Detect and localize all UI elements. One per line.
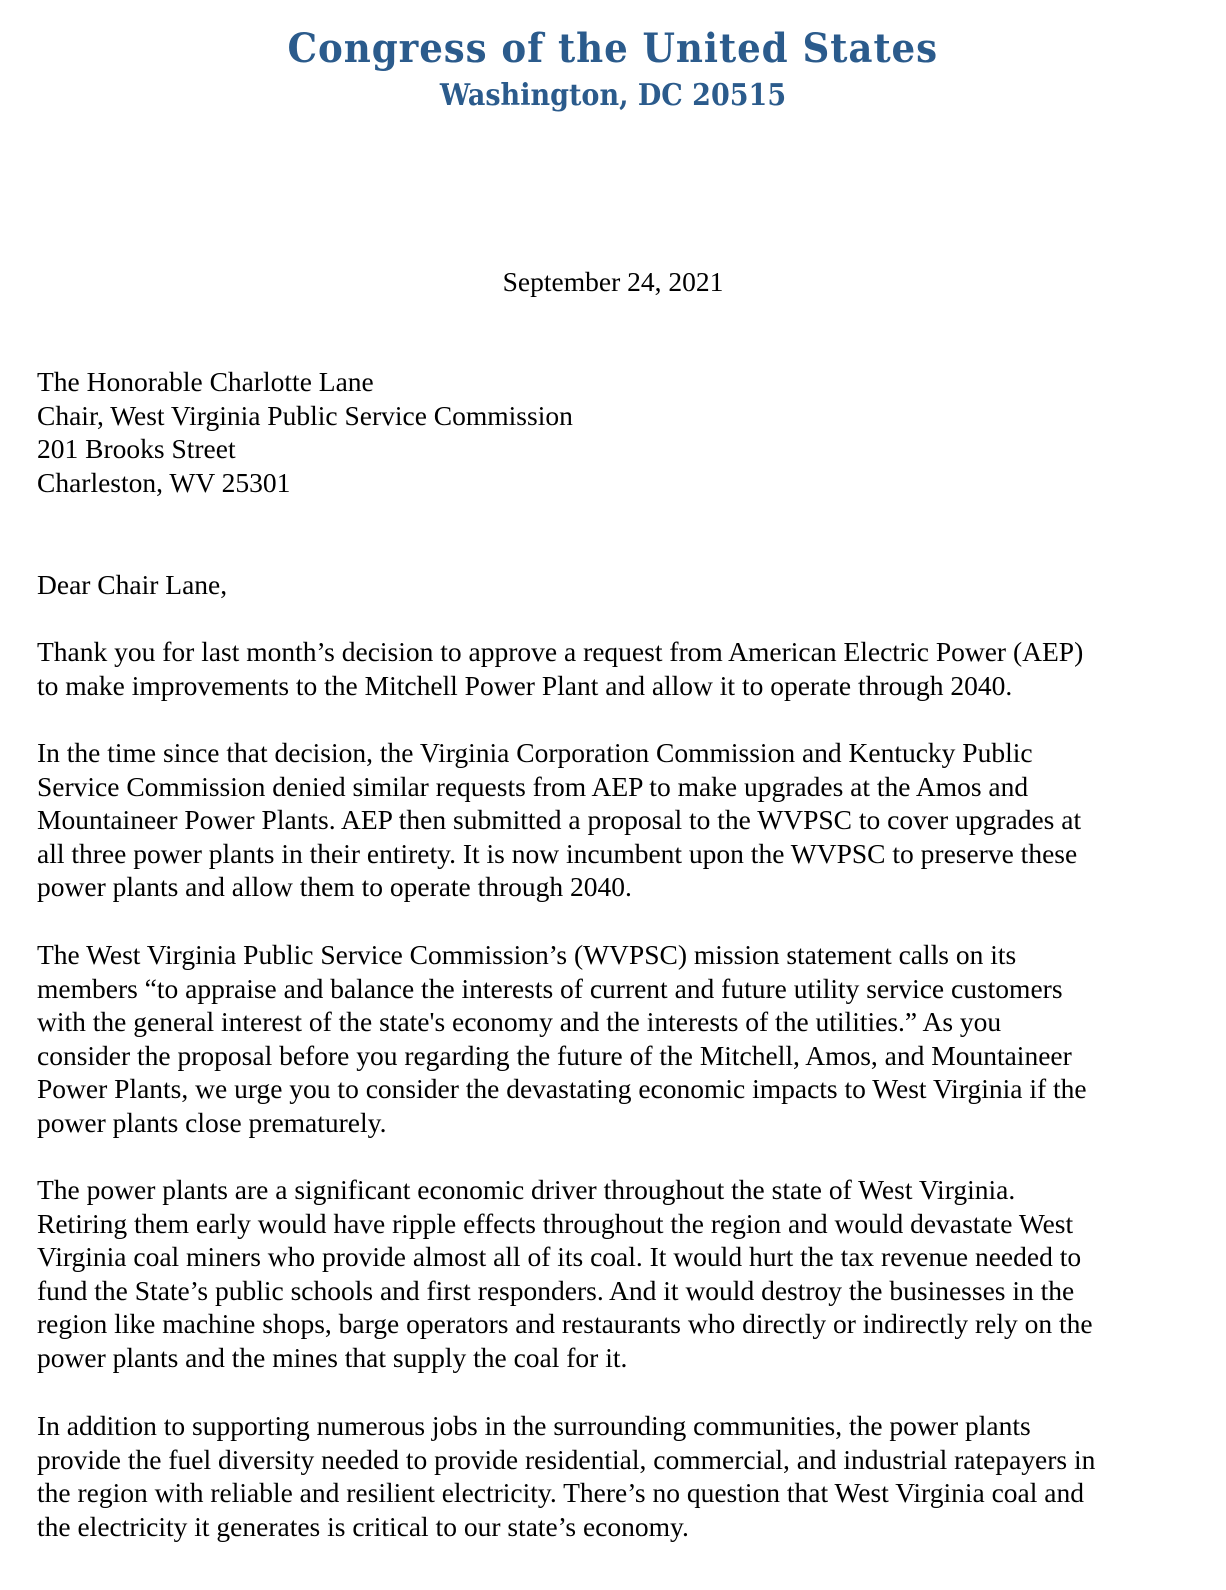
paragraph-line: The West Virginia Public Service Commission’s (WVPSC) mission statement calls on its: [37, 939, 1017, 970]
paragraph-line: provide the fuel diversity needed to provide residential, commercial, and industrial ratepayers in: [37, 1443, 1096, 1475]
paragraph-3: [37, 938, 1177, 1140]
salutation: Dear Chair Lane,: [37, 569, 228, 600]
recipient-address: [37, 365, 573, 499]
recipient-name: The Honorable Charlotte Lane: [37, 366, 374, 397]
paragraph-line: Thank you for last month’s decision to approve a request from American Electric Power (AEP): [37, 636, 1084, 667]
paragraph-line: Mountaineer Power Plants. AEP then submitted a proposal to the WVPSC to cover upgrades at: [37, 804, 1082, 836]
paragraph-line: fund the State’s public schools and first responders. And it would destroy the businesses in the: [37, 1274, 1075, 1306]
letterhead-subtitle: Washington, DC 20515: [439, 78, 787, 113]
paragraph-line: the electricity it generates is critical to our state’s economy.: [37, 1510, 689, 1542]
paragraph-line: Power Plants, we urge you to consider the devastating economic impacts to West Virginia if the: [37, 1073, 1087, 1105]
paragraph-line: the region with reliable and resilient electricity. There’s no question that West Virginia coal and: [37, 1477, 1084, 1509]
letter-date: September 24, 2021: [502, 266, 724, 297]
paragraph-1: [37, 635, 1177, 702]
letterhead: [0, 22, 1226, 114]
paragraph-line: power plants and the mines that supply the coal for it.: [37, 1341, 628, 1373]
paragraph-line: members “to appraise and balance the interests of current and future utility service customers: [37, 972, 1063, 1004]
paragraph-line: In the time since that decision, the Virginia Corporation Commission and Kentucky Public: [37, 737, 1033, 768]
paragraph-line: Virginia coal miners who provide almost all of its coal. It would hurt the tax revenue needed to: [37, 1241, 1082, 1273]
paragraph-line: Retiring them early would have ripple effects throughout the region and would devastate West: [37, 1207, 1074, 1239]
paragraph-line: power plants and allow them to operate through 2040.: [37, 871, 632, 903]
paragraph-line: region like machine shops, barge operators and restaurants who directly or indirectly rely on the: [37, 1308, 1093, 1340]
paragraph-4: [37, 1173, 1177, 1375]
paragraph-2: [37, 736, 1177, 904]
paragraph-line: to make improvements to the Mitchell Power Plant and allow it to operate through 2040.: [37, 669, 1013, 701]
recipient-title: Chair, West Virginia Public Service Commission: [37, 399, 573, 431]
paragraph-5: [37, 1409, 1177, 1543]
paragraph-line: power plants close prematurely.: [37, 1106, 387, 1138]
paragraph-line: with the general interest of the state's economy and the interests of the utilities.” As you: [37, 1006, 1002, 1038]
paragraph-line: In addition to supporting numerous jobs in the surrounding communities, the power plants: [37, 1410, 1031, 1441]
recipient-city: Charleston, WV 25301: [37, 466, 291, 498]
paragraph-line: all three power plants in their entirety. It is now incumbent upon the WVPSC to preserve these: [37, 837, 1078, 869]
paragraph-line: Service Commission denied similar requests from AEP to make upgrades at the Amos and: [37, 770, 1029, 802]
recipient-street: 201 Brooks Street: [37, 433, 236, 465]
letterhead-title: Congress of the United States: [287, 25, 939, 72]
paragraph-line: consider the proposal before you regarding the future of the Mitchell, Amos, and Mountaineer: [37, 1039, 1072, 1071]
paragraph-line: The power plants are a significant economic driver throughout the state of West Virginia.: [37, 1174, 1016, 1205]
